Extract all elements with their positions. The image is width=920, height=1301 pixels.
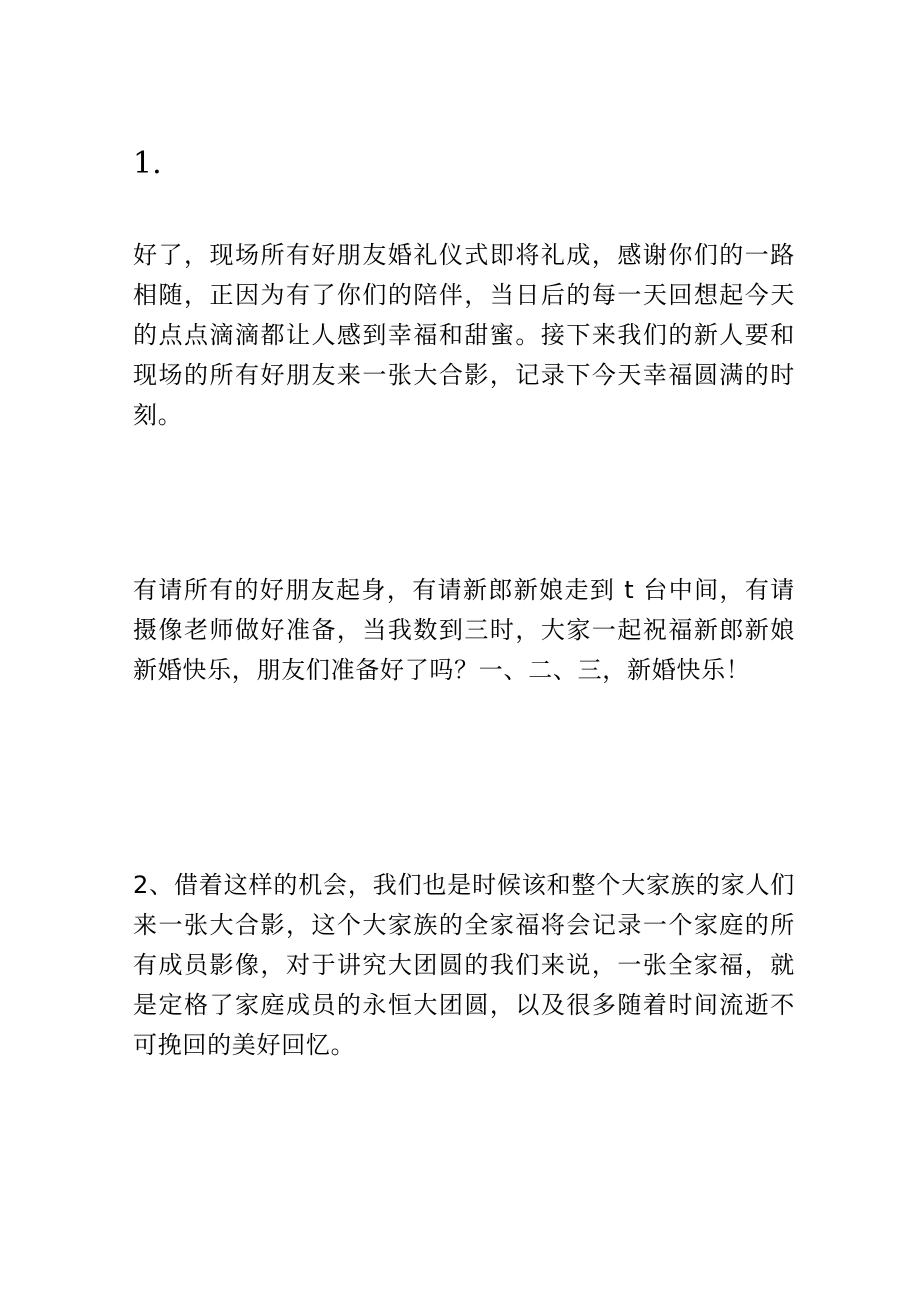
paragraph-family-photo: 2、借着这样的机会，我们也是时候该和整个大家族的家人们来一张大合影，这个大家族的全家福将会记录一个家庭的所有成员影像，对于讲究大团圆的我们来说，一张全家福，就是定格了家庭成员的永恒大团圆，以及很多随着时间流逝不可挽回的美好回忆。 xyxy=(133,871,795,1059)
paragraph-group-photo-friends: 好了，现场所有好朋友婚礼仪式即将礼成，感谢你们的一路相随，正因为有了你们的陪伴，当日后的每一天回想起今天的点点滴滴都让人感到幸福和甜蜜。接下来我们的新人要和现场的所有好朋友来一张大合影，记录下今天幸福圆满的时刻。 xyxy=(133,241,795,429)
section-number: 1. xyxy=(133,146,162,181)
paragraph-photo-countdown: 有请所有的好朋友起身，有请新郎新娘走到 t 台中间，有请摄像老师做好准备，当我数到三时，大家一起祝福新郎新娘新婚快乐，朋友们准备好了吗？一、二、三，新婚快乐！ xyxy=(133,576,795,684)
